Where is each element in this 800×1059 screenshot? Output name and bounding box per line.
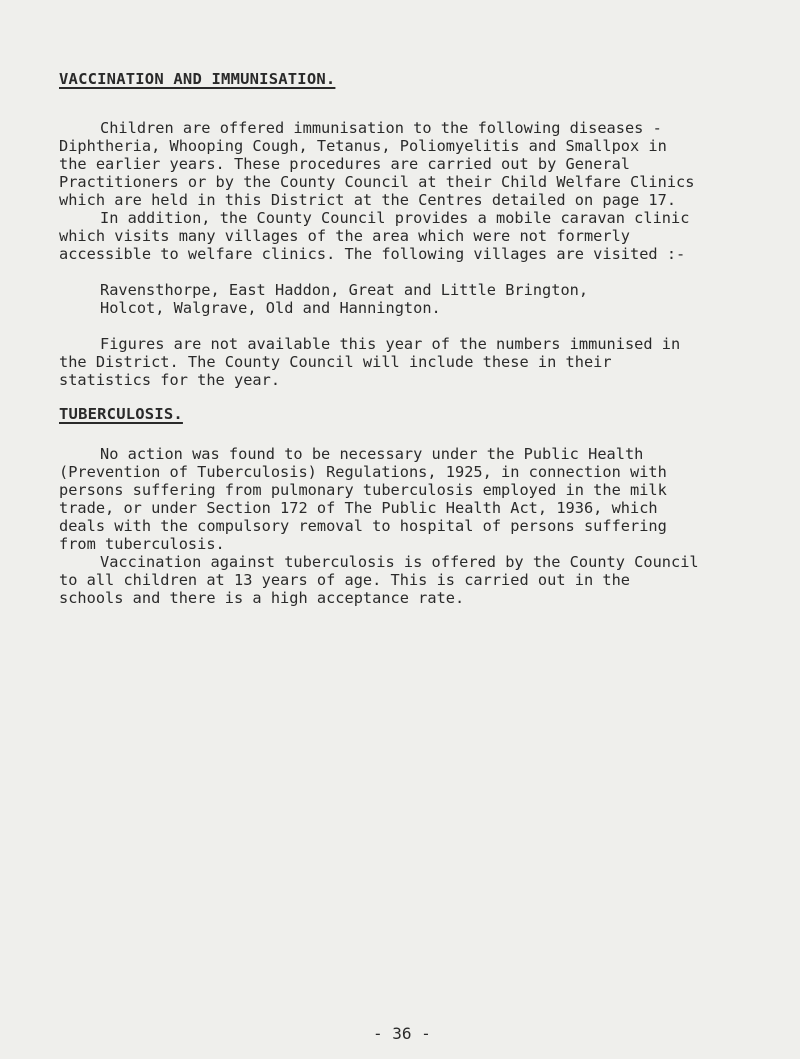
- vaccination-line-5: which are held in this District at the Centres detailed on page 17.: [59, 191, 677, 209]
- tuberculosis-line-4: trade, or under Section 172 of The Public Health Act, 1936, which: [59, 499, 658, 517]
- vaccination-line-4: Practitioners or by the County Council at their Child Welfare Clinics: [59, 173, 695, 191]
- vaccination-line-8: accessible to welfare clinics. The following villages are visited :-: [59, 245, 686, 263]
- figures-line-3: statistics for the year.: [59, 371, 281, 389]
- heading-tuberculosis: TUBERCULOSIS.: [59, 405, 183, 423]
- page-number: - 36 -: [373, 1024, 431, 1043]
- tuberculosis-line-6: from tuberculosis.: [59, 535, 225, 553]
- tuberculosis-line-1: No action was found to be necessary under the Public Health: [100, 445, 644, 463]
- vaccination-line-3: the earlier years. These procedures are carried out by General: [59, 155, 630, 173]
- villages-line-2: Holcot, Walgrave, Old and Hannington.: [100, 299, 441, 317]
- vaccination-line-1: Children are offered immunisation to the following diseases -: [100, 119, 662, 137]
- heading-vaccination: VACCINATION AND IMMUNISATION.: [59, 70, 336, 88]
- vaccination-line-7: which visits many villages of the area which were not formerly: [59, 227, 630, 245]
- vaccination-line-6: In addition, the County Council provides a mobile caravan clinic: [100, 209, 690, 227]
- tuberculosis-line-3: persons suffering from pulmonary tuberculosis employed in the milk: [59, 481, 667, 499]
- tuberculosis-line-8: to all children at 13 years of age. This is carried out in the: [59, 571, 630, 589]
- figures-line-1: Figures are not available this year of the numbers immunised in: [100, 335, 681, 353]
- tuberculosis-line-5: deals with the compulsory removal to hospital of persons suffering: [59, 517, 667, 535]
- vaccination-line-2: Diphtheria, Whooping Cough, Tetanus, Poliomyelitis and Smallpox in: [59, 137, 667, 155]
- villages-line-1: Ravensthorpe, East Haddon, Great and Little Brington,: [100, 281, 589, 299]
- tuberculosis-line-7: Vaccination against tuberculosis is offered by the County Council: [100, 553, 699, 571]
- tuberculosis-line-2: (Prevention of Tuberculosis) Regulations, 1925, in connection with: [59, 463, 667, 481]
- figures-line-2: the District. The County Council will include these in their: [59, 353, 612, 371]
- tuberculosis-line-9: schools and there is a high acceptance rate.: [59, 589, 465, 607]
